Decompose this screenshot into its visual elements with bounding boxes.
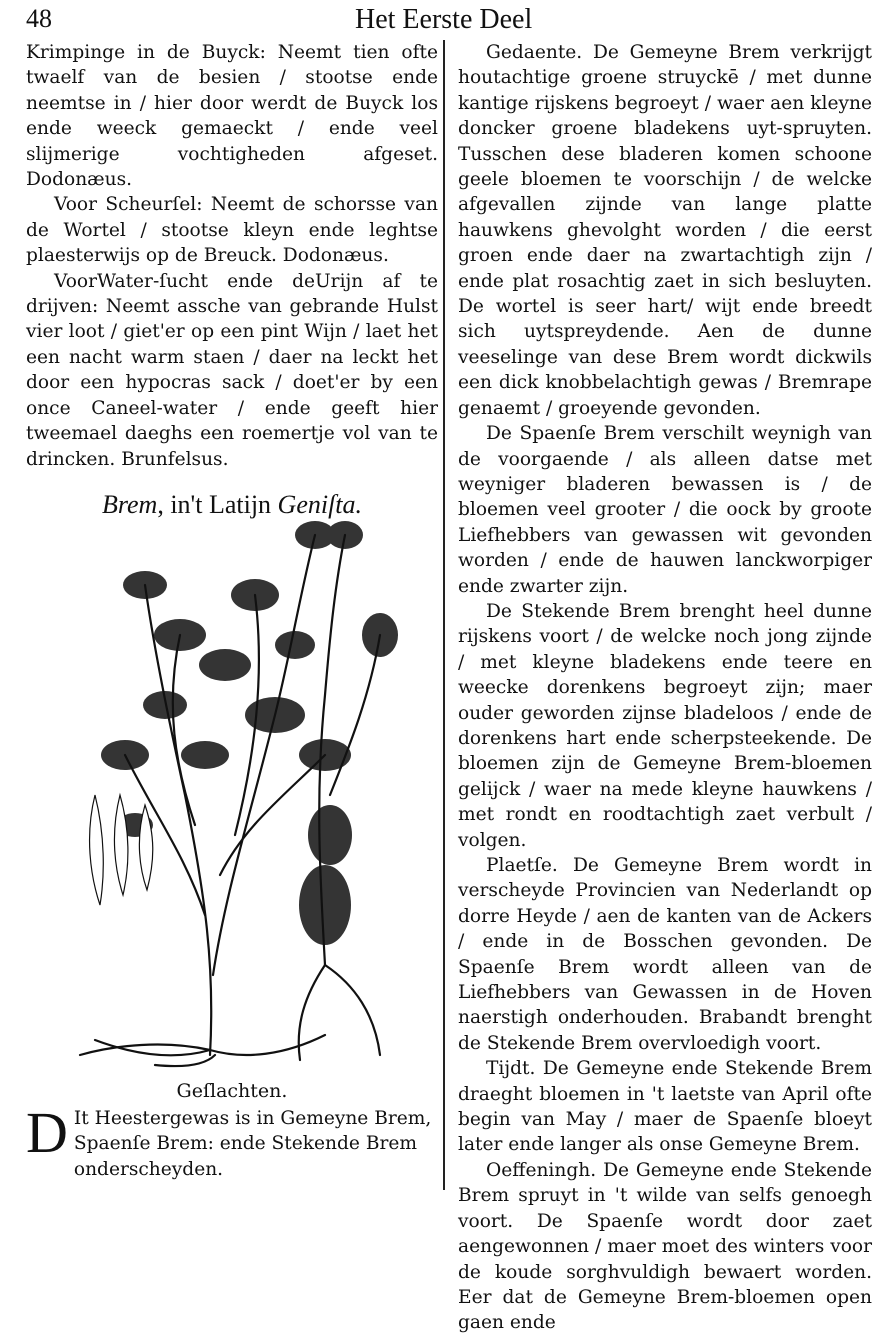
figure-caption-main: Brem	[101, 489, 158, 519]
figure-caption-mid: , in't Latijn	[157, 489, 278, 519]
section-heading-geslachten: Geſlachten.	[176, 1080, 288, 1102]
right-paragraph-stekende: De Stekende Brem brenght heel dunne rijskens voort / de welcke noch jong zijnde / met kleyne bladekens ende teere en weecke dorenkens begroeyt zijn; maer ouder geworden zijnse bladeloos / ende de dorenkens hart ende scherpsteekende. De bloemen zijn de Gemeyne Brem-bloemen gelijck / waer na mede kleyne hauwkens / met rondt en roodtachtigh zaet verbult / volgen.	[458, 600, 872, 851]
column-divider	[443, 40, 445, 1190]
left-paragraph-1: Krimpinge in de Buyck: Neemt tien ofte twaelf van de besien / stootse ende neemtse in / hier door werdt de Buyck los ende weeck gemaeckt / ende veel slijmerige vochtigheden afgeset. Dodonæus.	[26, 42, 438, 191]
right-column	[458, 40, 872, 1336]
geslachten-text: It Heestergewas is in Gemeyne Brem, Spaenſe Brem: ende Stekende Brem onderscheyden.	[73, 1108, 432, 1180]
page-header	[0, 4, 895, 40]
left-paragraph-3: VoorWater-ſucht ende deUrijn af te drijven: Neemt assche van gebrande Hulst vier loot / giet'er op een pint Wijn / laet het een nacht warm staen / daer na leckt het door een hypocras sack / doet'er by een once Caneel-water / ende geeft hier tweemael daeghs een roemertje vol van te drincken. Brunfelsus.	[26, 270, 438, 470]
right-paragraph-oeffeningh: Oeffeningh. De Gemeyne ende Stekende Brem spruyt in 't wilde van selfs genoegh voort. De Spaenſe wordt door zaet aengewonnen / maer moet des winters voor de koude sorghvuldigh bewaert worden. Eer dat de Gemeyne Brem-bloemen open gaen ende	[458, 1159, 872, 1334]
broom-plant-woodcut-illustration	[75, 495, 400, 1070]
left-paragraph-2: Voor Scheurſel: Neemt de schorsse van de Wortel / stootse kleyn ende leghtse plaesterwijs op de Breuck. Dodonæus.	[26, 194, 438, 267]
page-number: 48	[26, 4, 52, 33]
right-paragraph-gedaente: Gedaente. De Gemeyne Brem verkrijgt houtachtige groene struyckē / met dunne kantige rijskens begroeyt / waer aen kleyne doncker groene bladekens uyt-spruyten. Tusschen dese bladeren komen schoone geele bloemen te voorschijn / de welcke afgevallen zijnde van lange platte hauwkens ghevolght worden / die eerst groen ende daer na zwartachtigh zijn / ende plat rosachtig zaet in sich besluyten. De wortel is seer hart/ wijt ende breedt sich uytspreydende. Aen de dunne veeselinge van dese Brem wordt dickwils een dick knobbelachtigh gewas / Bremrape genaemt / groeyende gevonden.	[458, 42, 872, 419]
running-title: Het Eerste Deel	[355, 4, 533, 35]
geslachten-paragraph	[26, 1100, 438, 1182]
drop-cap: D	[26, 1100, 68, 1165]
left-column	[26, 40, 438, 521]
right-paragraph-tijdt: Tijdt. De Gemeyne ende Stekende Brem draeght bloemen in 't laetste van April ofte begin van May / maer de Spaenſe bloeyt later ende langer als onse Gemeyne Brem.	[458, 1058, 872, 1156]
right-paragraph-spaense: De Spaenſe Brem verschilt weynigh van de voorgaende / als alleen datse met weyniger bladeren bewassen is / de bloemen veel grooter / die oock by groote Liefhebbers van gewassen wit gevonden worden / ende de hauwen lanckworpiger ende zwarter zijn.	[458, 423, 872, 597]
right-paragraph-plaetse: Plaetſe. De Gemeyne Brem wordt in verscheyde Provincien van Nederlandt op dorre Heyde / aen de kanten van de Ackers / ende in de Bosschen gevonden. De Spaenſe Brem wordt alleen van de Liefhebbers van Gewassen in de Hoven naerstigh onderhouden. Brabandt brenght de Stekende Brem overvloedigh voort.	[458, 855, 872, 1054]
figure-caption-latin: Geniſta.	[277, 489, 363, 519]
